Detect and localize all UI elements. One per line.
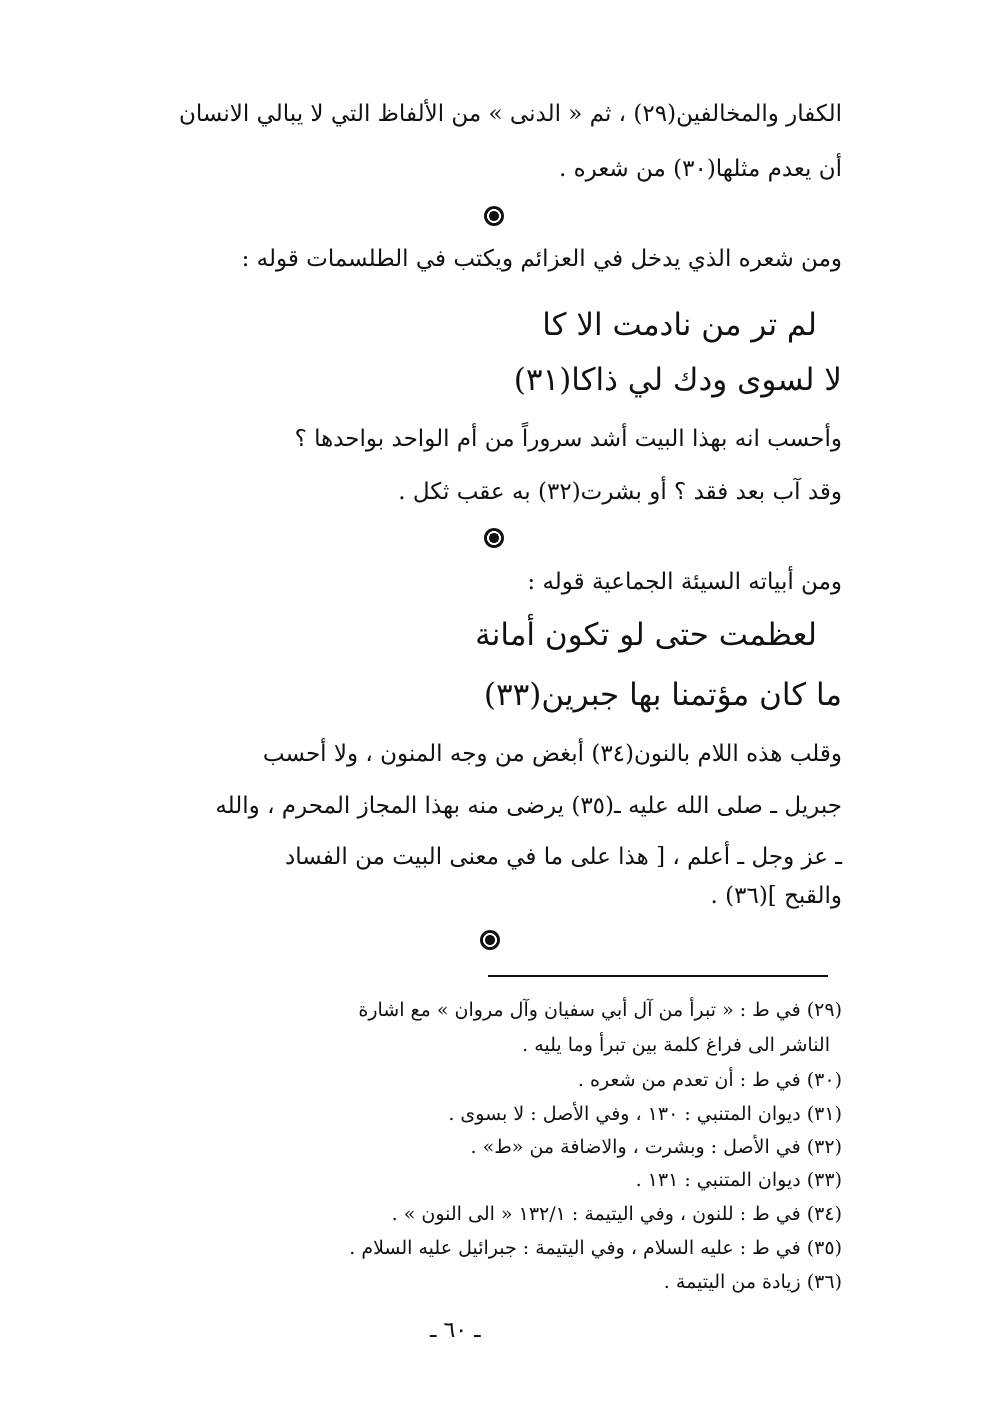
ornament-icon: [484, 528, 504, 548]
footnote-35: (٣٥) في ط : عليه السلام ، وفي اليتيمة : جبرائيل عليه السلام .: [349, 1237, 842, 1259]
footnote-separator: [488, 975, 828, 977]
footnote-34: (٣٤) في ط : للنون ، وفي اليتيمة : ١٣٢/١ « الى النون » .: [391, 1203, 842, 1225]
ornament-icon: [484, 206, 504, 226]
footnote-30: (٣٠) في ط : أن تعدم من شعره .: [577, 1069, 842, 1091]
footnote-29: (٢٩) في ط : « تبرأ من آل أبي سفيان وآل مروان » مع اشارة: [358, 999, 842, 1021]
page-number: ـ ٦٠ ـ: [430, 1318, 481, 1343]
footnote-29-continued: الناشر الى فراغ كلمة بين تبرأ وما يليه .: [522, 1034, 830, 1056]
body-line-1: الكفار والمخالفين(٢٩) ، ثم « الدنى » من الألفاظ التي لا يبالي الانسان: [178, 101, 842, 127]
ornament-icon: [480, 930, 500, 950]
body-line-4: وأحسب انه بهذا البيت أشد سروراً من أم الواحد بواحدها ؟: [294, 426, 842, 452]
footnote-33: (٣٣) ديوان المتنبي : ١٣١ .: [635, 1169, 842, 1191]
body-line-3: ومن شعره الذي يدخل في العزائم ويكتب في الطلسمات قوله :: [241, 246, 842, 272]
body-line-10: والقبح ](٣٦) .: [710, 883, 842, 909]
verse-2-first-hemistich: لعظمت حتى لو تكون أمانة: [475, 617, 817, 653]
body-line-7: وقلب هذه اللام بالنون(٣٤) أبغض من وجه المنون ، ولا أحسب: [262, 741, 842, 767]
footnote-36: (٣٦) زيادة من اليتيمة .: [663, 1271, 842, 1293]
verse-2-second-hemistich: ما كان مؤتمنا بها جبرين(٣٣): [483, 677, 842, 713]
footnote-31: (٣١) ديوان المتنبي : ١٣٠ ، وفي الأصل : لا بسوى .: [448, 1103, 842, 1125]
body-line-2: أن يعدم مثلها(٣٠) من شعره .: [558, 156, 842, 182]
verse-1-second-hemistich: لا لسوى ودك لي ذاكا(٣١): [513, 362, 842, 398]
verse-1-first-hemistich: لم تر من نادمت الا كا: [542, 307, 817, 343]
footnote-32: (٣٢) في الأصل : وبشرت ، والاضافة من «ط» .: [470, 1136, 842, 1158]
body-line-6: ومن أبياته السيئة الجماعية قوله :: [527, 569, 842, 595]
body-line-8: جبريل ـ صلى الله عليه ـ(٣٥) يرضى منه بهذا المجاز المحرم ، والله: [215, 793, 842, 819]
body-line-5: وقد آب بعد فقد ؟ أو بشرت(٣٢) به عقب ثكل .: [398, 479, 842, 505]
body-line-9: ـ عز وجل ـ أعلم ، [ هذا على ما في معنى البيت من الفساد: [284, 844, 842, 870]
